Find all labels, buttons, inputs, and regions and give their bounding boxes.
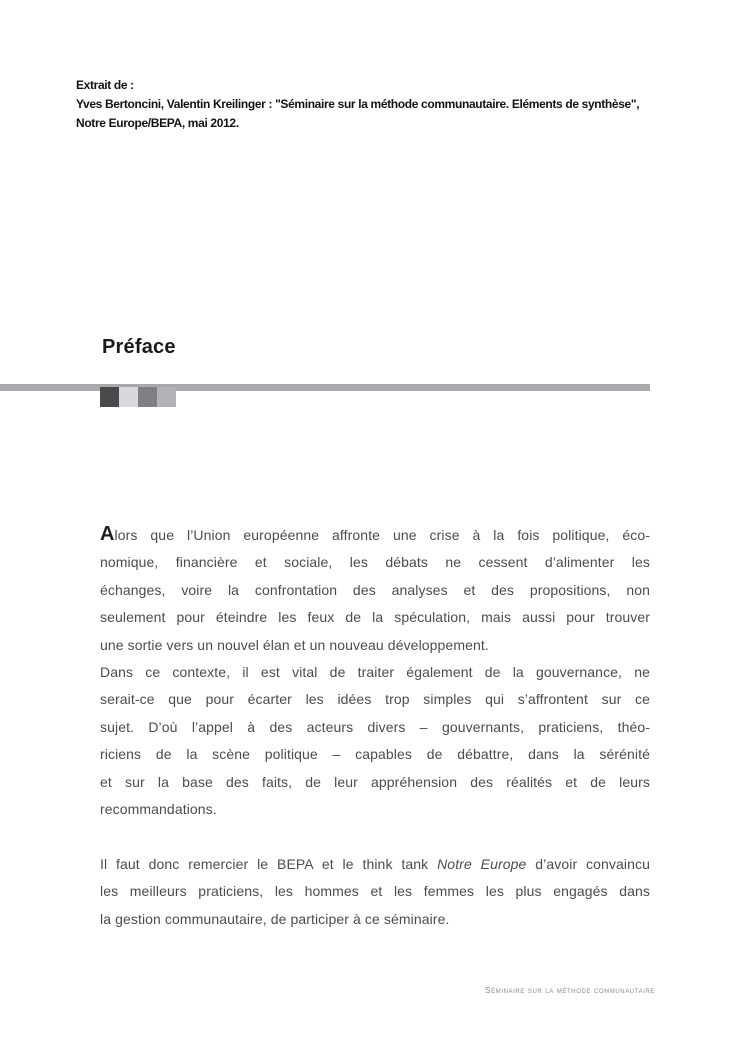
decorative-square xyxy=(138,387,157,407)
running-footer: Séminaire sur la méthode communautaire xyxy=(484,985,655,995)
paragraph-line: sujet. D’où l’appel à des acteurs divers – gouvernants, praticiens, théo- xyxy=(100,718,650,735)
paragraph-line xyxy=(100,521,650,549)
paragraph-line: échanges, voire la confrontation des analyses et des propositions, non xyxy=(100,581,650,598)
paragraph-line: et sur la base des faits, de leur appréhension des réalités et de leurs xyxy=(100,773,650,790)
source-note-line: Extrait de : xyxy=(76,78,134,92)
decorative-square xyxy=(100,387,119,407)
paragraph-line: les meilleurs praticiens, les hommes et les femmes les plus engagés dans xyxy=(100,883,650,900)
paragraph-line: nomique, financière et sociale, les débats ne cessent d’alimenter les xyxy=(100,554,650,571)
paragraph-line: une sortie vers un nouvel élan et un nouveau développement. xyxy=(100,636,489,653)
drop-cap: A xyxy=(100,523,115,545)
paragraph-line: recommandations. xyxy=(100,801,217,818)
paragraph-line: seulement pour éteindre les feux de la spéculation, mais aussi pour trouver xyxy=(100,609,650,626)
decorative-square xyxy=(119,387,138,407)
horizontal-rule xyxy=(0,384,650,391)
source-note-line: Yves Bertoncini, Valentin Kreilinger : "Séminaire sur la méthode communautaire. Eléments de synthèse", xyxy=(76,97,640,111)
source-note xyxy=(76,76,639,133)
paragraph-line: Dans ce contexte, il est vital de traiter également de la gouvernance, ne xyxy=(100,664,650,681)
paragraph-line: serait-ce que pour écarter les idées trop simples qui s’affrontent sur ce xyxy=(100,691,650,708)
paragraph-line xyxy=(100,851,650,878)
page-title: Préface xyxy=(102,336,176,358)
paragraph-text: lors que l’Union européenne affronte une crise à la fois politique, éco- xyxy=(114,527,650,543)
paragraph-line: la gestion communautaire, de participer à ce séminaire. xyxy=(100,910,450,927)
paragraph-text: Il faut donc remercier le BEPA et le think tank xyxy=(100,855,438,872)
body-text xyxy=(100,521,650,933)
source-note-line: Notre Europe/BEPA, mai 2012. xyxy=(76,116,239,130)
paragraph-text: d’avoir convaincu xyxy=(526,855,650,872)
decorative-squares xyxy=(100,387,176,407)
italic-title: Notre Europe xyxy=(437,855,527,872)
paragraph-line: riciens de la scène politique – capables de débattre, dans la sérénité xyxy=(100,746,650,763)
decorative-square xyxy=(157,387,176,407)
